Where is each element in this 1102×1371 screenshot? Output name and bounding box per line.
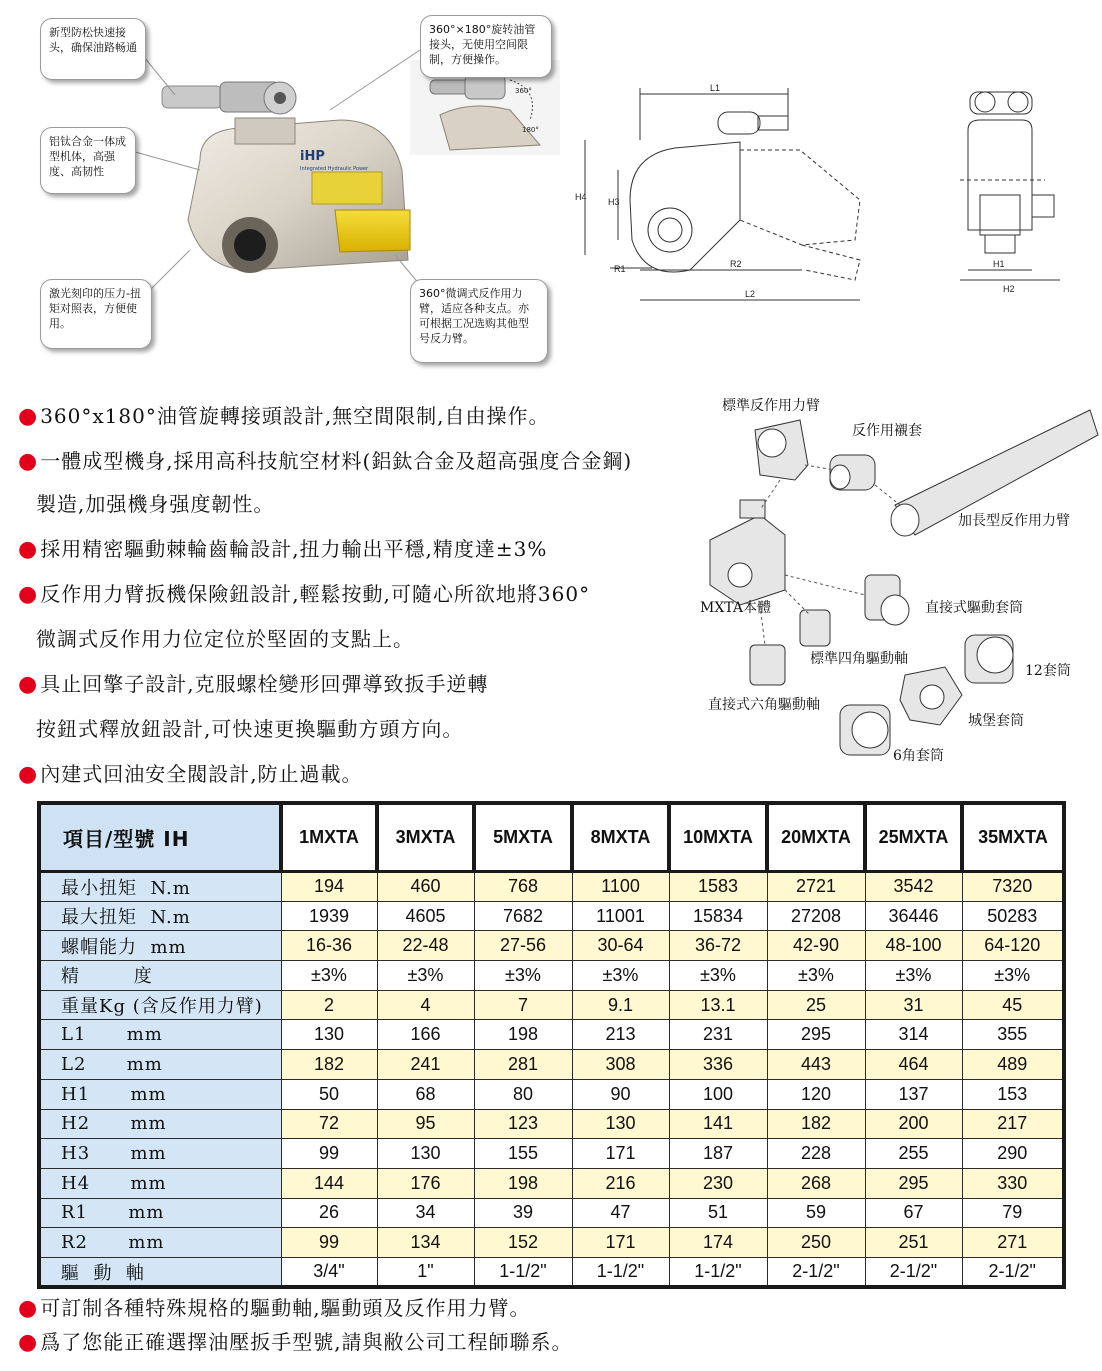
- model-header: 20MXTA: [767, 803, 865, 872]
- table-cell: 50: [281, 1079, 377, 1109]
- table-cell: 290: [962, 1139, 1064, 1169]
- dim-label-h2: H2: [1003, 284, 1015, 294]
- table-row: [39, 961, 1064, 991]
- table-cell: 2-1/2": [865, 1257, 962, 1287]
- table-cell: 198: [474, 1020, 572, 1050]
- table-cell: 295: [767, 1020, 865, 1050]
- table-cell: 7682: [474, 901, 572, 931]
- callout-laser-chart: 激光刻印的压力-扭矩对照表，方便使用。: [40, 279, 152, 349]
- part-label-castle-socket: 城堡套筒: [968, 713, 1024, 729]
- table-cell: 228: [767, 1139, 865, 1169]
- table-cell: 2-1/2": [962, 1257, 1064, 1287]
- table-cell: ±3%: [572, 961, 669, 991]
- table-header-row: [39, 803, 1064, 872]
- table-cell: 7: [474, 990, 572, 1020]
- part-label-square-drive: 標準四角驅動軸: [810, 651, 908, 667]
- table-cell: ±3%: [767, 961, 865, 991]
- table-cell: 443: [767, 1050, 865, 1080]
- row-label: H4 mm: [39, 1168, 281, 1198]
- brand-logo: iHP: [300, 149, 325, 164]
- table-cell: 308: [572, 1050, 669, 1080]
- table-cell: 2: [281, 990, 377, 1020]
- feature-body-1: ● 一體成型機身,採用高科技航空材料(鋁鈦合金及超高强度合金鋼): [18, 449, 633, 474]
- row-label: 驅 動 軸: [39, 1257, 281, 1287]
- table-cell: 3/4": [281, 1257, 377, 1287]
- table-cell: 99: [281, 1139, 377, 1169]
- rotation-180-label: 180°: [522, 126, 539, 134]
- model-header: 3MXTA: [377, 803, 474, 872]
- dim-label-h4: H4: [575, 192, 587, 202]
- table-cell: 314: [865, 1020, 962, 1050]
- row-label: 最小扭矩 N.m: [39, 872, 281, 902]
- row-label: H3 mm: [39, 1139, 281, 1169]
- feature-reaction-1: ● 反作用力臂扳機保險鈕設計,輕鬆按動,可隨心所欲地將360°: [18, 582, 591, 607]
- row-label: H2 mm: [39, 1109, 281, 1139]
- table-cell: 25: [767, 990, 865, 1020]
- dim-label-l1: L1: [710, 83, 721, 93]
- table-cell: 355: [962, 1020, 1064, 1050]
- callout-alloy-body: 铝钛合金一体成型机体，高强度、高韧性: [40, 127, 136, 194]
- table-cell: 336: [669, 1050, 767, 1080]
- model-header: 25MXTA: [865, 803, 962, 872]
- feature-swivel: ● 360°x180°油管旋轉接頭設計,無空間限制,自由操作。: [18, 404, 550, 429]
- table-cell: 15834: [669, 901, 767, 931]
- table-cell: 27208: [767, 901, 865, 931]
- table-cell: 120: [767, 1079, 865, 1109]
- table-row: [39, 1020, 1064, 1050]
- feature-reaction-2: 微調式反作用力位定位於堅固的支點上。: [36, 627, 414, 651]
- table-row: [39, 1168, 1064, 1198]
- row-label: R2 mm: [39, 1228, 281, 1258]
- dim-label-r2: R2: [730, 259, 742, 269]
- table-cell: 22-48: [377, 931, 474, 961]
- row-label: 最大扭矩 N.m: [39, 901, 281, 931]
- table-cell: 130: [281, 1020, 377, 1050]
- row-label: H1 mm: [39, 1079, 281, 1109]
- table-cell: 1939: [281, 901, 377, 931]
- table-row: [39, 1109, 1064, 1139]
- row-label: 精 度: [39, 961, 281, 991]
- table-row: [39, 1257, 1064, 1287]
- table-cell: 137: [865, 1079, 962, 1109]
- table-cell: 2-1/2": [767, 1257, 865, 1287]
- table-cell: 123: [474, 1109, 572, 1139]
- table-row: [39, 990, 1064, 1020]
- parts-exploded-diagram: [700, 405, 1100, 775]
- table-cell: 182: [281, 1050, 377, 1080]
- table-cell: 59: [767, 1198, 865, 1228]
- table-cell: 271: [962, 1228, 1064, 1258]
- model-header: 8MXTA: [572, 803, 669, 872]
- part-label-extended-arm: 加長型反作用力臂: [958, 513, 1070, 529]
- table-cell: 295: [865, 1168, 962, 1198]
- table-row: [39, 1050, 1064, 1080]
- table-cell: 281: [474, 1050, 572, 1080]
- table-cell: 144: [281, 1168, 377, 1198]
- table-cell: 489: [962, 1050, 1064, 1080]
- row-label: 重量Kg (含反作用力臂): [39, 990, 281, 1020]
- dim-label-h1: H1: [993, 259, 1005, 269]
- table-row: [39, 931, 1064, 961]
- callout-reaction-arm: 360°微调式反作用力臂，适应各种支点。亦可根据工况选购其他型号反力臂。: [410, 279, 548, 363]
- table-cell: 31: [865, 990, 962, 1020]
- table-cell: 39: [474, 1198, 572, 1228]
- table-cell: ±3%: [962, 961, 1064, 991]
- table-cell: 198: [474, 1168, 572, 1198]
- table-cell: ±3%: [281, 961, 377, 991]
- table-cell: 95: [377, 1109, 474, 1139]
- model-header: 10MXTA: [669, 803, 767, 872]
- table-header-label: 項目/型號 IH: [39, 803, 281, 872]
- table-cell: 768: [474, 872, 572, 902]
- table-cell: 90: [572, 1079, 669, 1109]
- table-cell: 11001: [572, 901, 669, 931]
- table-cell: 30-64: [572, 931, 669, 961]
- side-view-dimension-drawing: [570, 80, 880, 310]
- table-cell: 460: [377, 872, 474, 902]
- table-cell: 34: [377, 1198, 474, 1228]
- table-cell: 182: [767, 1109, 865, 1139]
- table-row: [39, 1228, 1064, 1258]
- table-row: [39, 1079, 1064, 1109]
- brand-subtitle: Integrated Hydraulic Power: [300, 166, 369, 172]
- table-cell: 217: [962, 1109, 1064, 1139]
- table-row: [39, 901, 1064, 931]
- callout-quick-coupler: 新型防松快速接头，确保油路畅通: [40, 18, 146, 80]
- table-cell: ±3%: [377, 961, 474, 991]
- table-cell: 241: [377, 1050, 474, 1080]
- table-cell: 2721: [767, 872, 865, 902]
- table-cell: 51: [669, 1198, 767, 1228]
- table-cell: 171: [572, 1228, 669, 1258]
- part-label-reaction-sleeve: 反作用襯套: [852, 423, 922, 439]
- table-cell: 153: [962, 1079, 1064, 1109]
- row-label: 螺帽能力 mm: [39, 931, 281, 961]
- table-cell: 99: [281, 1228, 377, 1258]
- table-cell: 7320: [962, 872, 1064, 902]
- table-row: [39, 872, 1064, 902]
- table-cell: 45: [962, 990, 1064, 1020]
- table-cell: 250: [767, 1228, 865, 1258]
- table-cell: 216: [572, 1168, 669, 1198]
- footnote-contact: ● 爲了您能正確選擇油壓扳手型號,請與敝公司工程師聯系。: [18, 1330, 573, 1355]
- table-row: [39, 1139, 1064, 1169]
- table-cell: ±3%: [669, 961, 767, 991]
- table-cell: 255: [865, 1139, 962, 1169]
- table-cell: 4605: [377, 901, 474, 931]
- table-cell: 100: [669, 1079, 767, 1109]
- table-cell: 141: [669, 1109, 767, 1139]
- feature-release: 按鈕式釋放鈕設計,可快速更換驅動方頭方向。: [36, 717, 464, 741]
- table-cell: 330: [962, 1168, 1064, 1198]
- table-cell: 64-120: [962, 931, 1064, 961]
- part-label-body: MXTA本體: [700, 600, 771, 616]
- table-cell: 1-1/2": [669, 1257, 767, 1287]
- table-cell: 200: [865, 1109, 962, 1139]
- table-cell: 251: [865, 1228, 962, 1258]
- row-label: R1 mm: [39, 1198, 281, 1228]
- table-cell: 1-1/2": [572, 1257, 669, 1287]
- front-view-dimension-drawing: [940, 80, 1070, 300]
- table-cell: 213: [572, 1020, 669, 1050]
- part-label-hex-drive: 直接式六角驅動軸: [708, 697, 820, 713]
- row-label: L2 mm: [39, 1050, 281, 1080]
- table-cell: 48-100: [865, 931, 962, 961]
- table-cell: 230: [669, 1168, 767, 1198]
- table-cell: 134: [377, 1228, 474, 1258]
- table-cell: 130: [572, 1109, 669, 1139]
- part-label-6pt-socket: 6角套筒: [893, 748, 944, 764]
- table-cell: 3542: [865, 872, 962, 902]
- table-cell: 67: [865, 1198, 962, 1228]
- table-cell: 36-72: [669, 931, 767, 961]
- table-cell: 47: [572, 1198, 669, 1228]
- table-cell: 464: [865, 1050, 962, 1080]
- model-header: 1MXTA: [281, 803, 377, 872]
- dim-label-r1: R1: [614, 264, 626, 274]
- spec-table: [37, 801, 1066, 1289]
- table-cell: 80: [474, 1079, 572, 1109]
- table-cell: 26: [281, 1198, 377, 1228]
- table-cell: 1-1/2": [474, 1257, 572, 1287]
- model-header: 35MXTA: [962, 803, 1064, 872]
- table-cell: 1100: [572, 872, 669, 902]
- dim-label-h3: H3: [608, 197, 620, 207]
- table-cell: 16-36: [281, 931, 377, 961]
- table-cell: 166: [377, 1020, 474, 1050]
- table-cell: 72: [281, 1109, 377, 1139]
- table-cell: 268: [767, 1168, 865, 1198]
- model-header: 5MXTA: [474, 803, 572, 872]
- table-cell: 79: [962, 1198, 1064, 1228]
- table-cell: 1": [377, 1257, 474, 1287]
- part-label-standard-arm: 標準反作用力臂: [722, 398, 820, 414]
- table-cell: 130: [377, 1139, 474, 1169]
- table-cell: 187: [669, 1139, 767, 1169]
- footnote-custom: ● 可訂制各種特殊規格的驅動軸,驅動頭及反作用力臂。: [18, 1296, 531, 1321]
- feature-valve: ● 內建式回油安全閥設計,防止過載。: [18, 762, 363, 787]
- table-cell: 1583: [669, 872, 767, 902]
- table-cell: 176: [377, 1168, 474, 1198]
- table-cell: 9.1: [572, 990, 669, 1020]
- rotation-360-label: 360°: [515, 87, 532, 95]
- table-cell: 155: [474, 1139, 572, 1169]
- table-cell: ±3%: [865, 961, 962, 991]
- table-cell: 13.1: [669, 990, 767, 1020]
- table-cell: 68: [377, 1079, 474, 1109]
- table-cell: 42-90: [767, 931, 865, 961]
- table-cell: 50283: [962, 901, 1064, 931]
- feature-pawl: ● 具止回擎子設計,克服螺栓變形回彈導致扳手逆轉: [18, 672, 489, 697]
- table-cell: 152: [474, 1228, 572, 1258]
- table-cell: 4: [377, 990, 474, 1020]
- table-cell: 174: [669, 1228, 767, 1258]
- feature-ratchet: ● 採用精密驅動棘輪齒輪設計,扭力輸出平穩,精度達±3%: [18, 537, 548, 562]
- table-cell: 194: [281, 872, 377, 902]
- feature-body-2: 製造,加强機身强度韌性。: [36, 492, 275, 516]
- table-cell: 231: [669, 1020, 767, 1050]
- table-cell: 27-56: [474, 931, 572, 961]
- table-cell: 171: [572, 1139, 669, 1169]
- table-cell: 36446: [865, 901, 962, 931]
- part-label-direct-drive-socket: 直接式驅動套筒: [925, 600, 1023, 616]
- table-cell: ±3%: [474, 961, 572, 991]
- dim-label-l2: L2: [745, 289, 756, 299]
- callout-swivel-joint: 360°×180°旋转油管接头，无使用空间限制，方便操作。: [420, 15, 552, 78]
- part-label-12pt-socket: 12套筒: [1025, 663, 1071, 679]
- table-row: [39, 1198, 1064, 1228]
- row-label: L1 mm: [39, 1020, 281, 1050]
